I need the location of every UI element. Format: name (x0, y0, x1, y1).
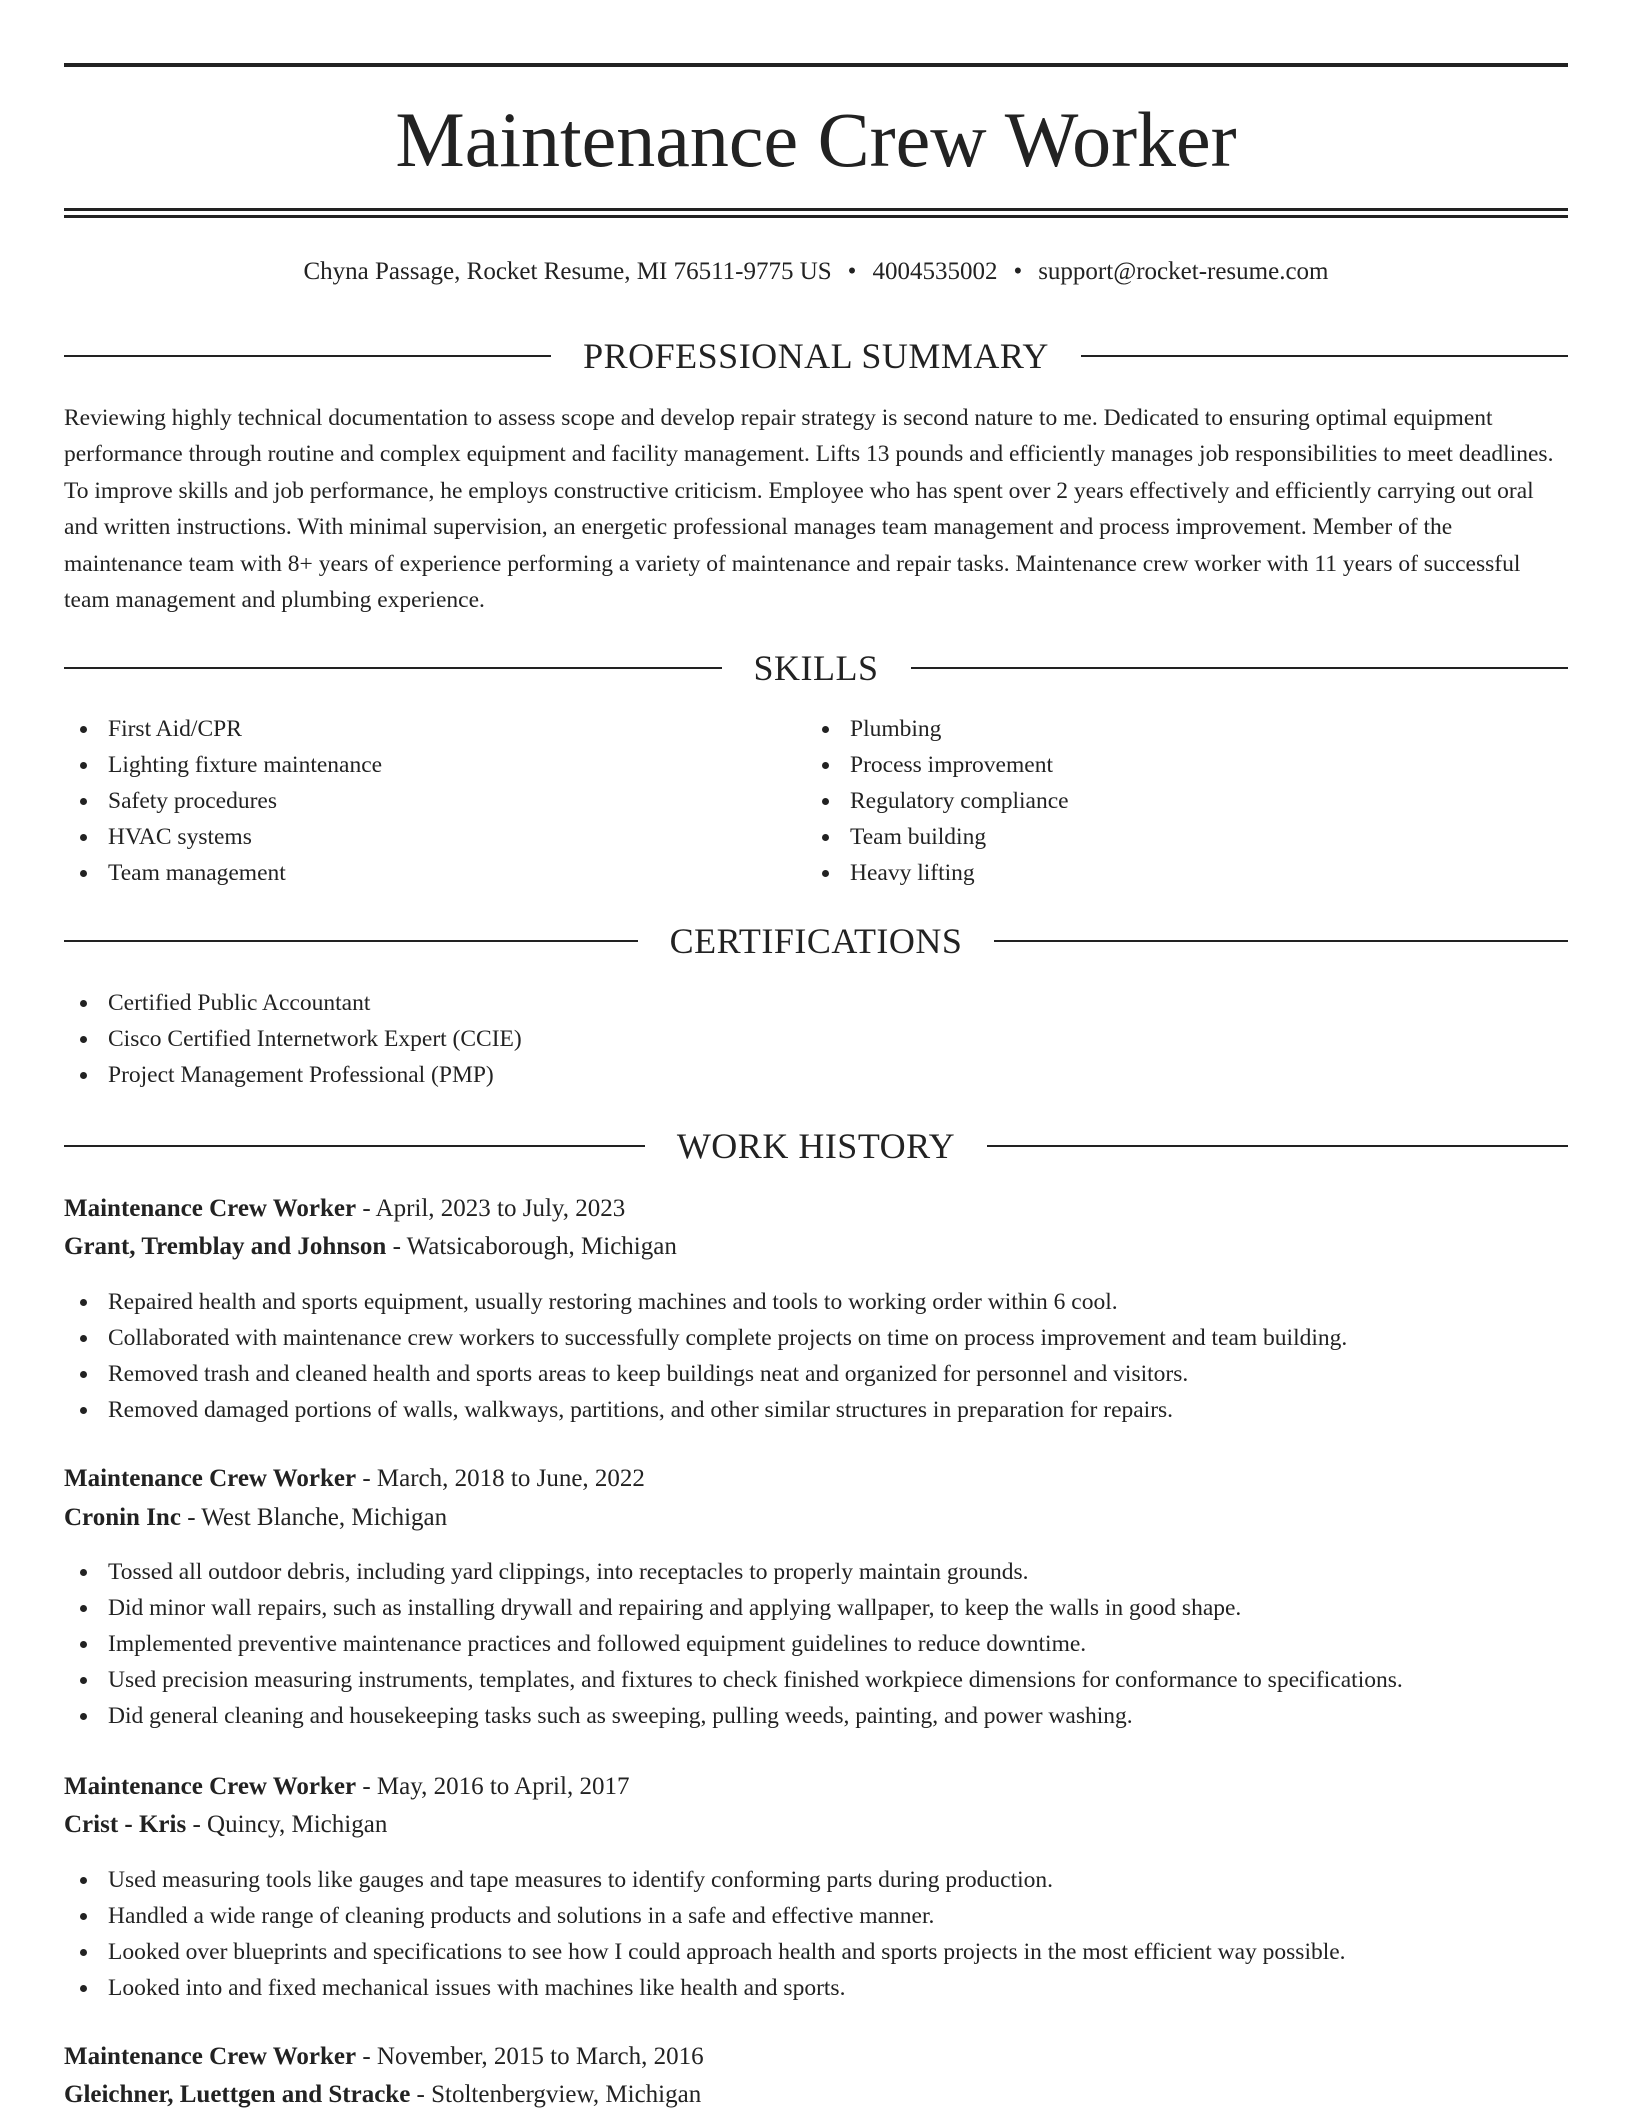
heading-rule (987, 1145, 1568, 1147)
heading-rule (64, 1145, 645, 1147)
job-bullet: Looked over blueprints and specifications to see how I could approach health and sports projects in the most efficient way possible. (64, 1934, 1346, 1970)
job-dates: - April, 2023 to July, 2023 (356, 1195, 626, 1222)
skill-item: Process improvement (806, 747, 1069, 783)
job-title: Maintenance Crew Worker (64, 1195, 357, 1222)
heading-rule (64, 355, 551, 357)
skill-item: Heavy lifting (806, 855, 1069, 891)
job-bullets (64, 1554, 1403, 1734)
job-company-line (64, 2077, 1568, 2113)
certification-item: Cisco Certified Internetwork Expert (CCIE) (64, 1021, 522, 1057)
job-bullet: Looked into and fixed mechanical issues with machines like health and sports. (64, 1970, 1346, 2006)
heading-rule (994, 940, 1568, 942)
contact-email: support@rocket-resume.com (1038, 258, 1329, 285)
summary-heading-label: PROFESSIONAL SUMMARY (583, 336, 1049, 376)
heading-rule (64, 940, 638, 942)
skill-item: Plumbing (806, 711, 1069, 747)
certification-item: Certified Public Accountant (64, 985, 522, 1021)
skill-item: Regulatory compliance (806, 783, 1069, 819)
heading-rule (911, 667, 1569, 669)
certifications-heading (64, 919, 1568, 963)
job-title-line (64, 1191, 1568, 1227)
summary-heading (64, 334, 1568, 378)
job-company-line (64, 1500, 1568, 1536)
job-bullet: Did minor wall repairs, such as installing drywall and repairing and applying wallpaper, to keep the walls in good shape. (64, 1590, 1403, 1626)
skill-item: HVAC systems (64, 819, 382, 855)
job-location: - Stoltenbergview, Michigan (410, 2081, 702, 2108)
job-company: Gleichner, Luettgen and Stracke (64, 2081, 411, 2108)
resume-title: Maintenance Crew Worker (395, 96, 1237, 183)
skill-item: Team building (806, 819, 1069, 855)
job-title-line (64, 1769, 1568, 1805)
job-company: Grant, Tremblay and Johnson (64, 1233, 387, 1260)
job-bullet: Repaired health and sports equipment, usually restoring machines and tools to working order within 6 cool. (64, 1284, 1347, 1320)
job-title: Maintenance Crew Worker (64, 2043, 357, 2070)
job-bullet: Removed trash and cleaned health and sports areas to keep buildings neat and organized for personnel and visitors. (64, 1356, 1347, 1392)
contact-line (64, 254, 1568, 290)
certifications-heading-label: CERTIFICATIONS (669, 921, 963, 961)
skill-item: Lighting fixture maintenance (64, 747, 382, 783)
skill-item: Team management (64, 855, 382, 891)
work-history-heading (64, 1124, 1568, 1168)
job-bullet: Did general cleaning and housekeeping tasks such as sweeping, pulling weeds, painting, and power washing. (64, 1698, 1403, 1734)
skill-item: First Aid/CPR (64, 711, 382, 747)
job-dates: - May, 2016 to April, 2017 (356, 1773, 630, 1800)
work-history-heading-label: WORK HISTORY (676, 1126, 956, 1166)
title-double-rule (64, 208, 1568, 218)
contact-phone: 4004535002 (872, 258, 998, 285)
job-location: - Quincy, Michigan (186, 1811, 388, 1838)
job-dates: - March, 2018 to June, 2022 (356, 1465, 645, 1492)
job-dates: - November, 2015 to March, 2016 (356, 2043, 704, 2070)
job-bullet: Used measuring tools like gauges and tape measures to identify conforming parts during production. (64, 1862, 1346, 1898)
job-bullet: Tossed all outdoor debris, including yard clippings, into receptacles to properly maintain grounds. (64, 1554, 1403, 1590)
contact-separator: • (847, 258, 857, 285)
certification-item: Project Management Professional (PMP) (64, 1057, 522, 1093)
job-company: Crist - Kris (64, 1811, 187, 1838)
job-title-line (64, 2039, 1568, 2075)
summary-text: Reviewing highly technical documentation to assess scope and develop repair strategy is second nature to me. Dedicated to ensuring optimal equipment performance through routine and complex equipment and facility management. Lifts 13 pounds and efficiently manages job responsibilities to meet deadlines. To improve skills and job performance, he employs constructive criticism. Employee who has spent over 2 years effectively and efficiently carrying out oral and written instructions. With minimal supervision, an energetic professional manages team management and process improvement. Member of the maintenance team with 8+ years of experience performing a variety of maintenance and repair tasks. Maintenance crew worker with 11 years of successful team management and plumbing experience. (64, 405, 1554, 614)
job-bullet: Used precision measuring instruments, templates, and fixtures to check finished workpiece dimensions for conformance to specifications. (64, 1662, 1403, 1698)
job-title-line (64, 1461, 1568, 1497)
skills-list-right (806, 711, 1069, 891)
job-bullets (64, 1284, 1347, 1428)
job-bullet: Removed damaged portions of walls, walkways, partitions, and other similar structures in preparation for repairs. (64, 1392, 1347, 1428)
job-title: Maintenance Crew Worker (64, 1465, 357, 1492)
skills-heading-label: SKILLS (753, 648, 879, 688)
job-bullet: Collaborated with maintenance crew workers to successfully complete projects on time on process improvement and team building. (64, 1320, 1347, 1356)
job-company-line (64, 1229, 1568, 1265)
skills-list-left (64, 711, 382, 891)
job-location: - Watsicaborough, Michigan (386, 1233, 677, 1260)
job-bullet: Implemented preventive maintenance practices and followed equipment guidelines to reduce downtime. (64, 1626, 1403, 1662)
job-company: Cronin Inc (64, 1504, 181, 1531)
job-bullets (64, 1862, 1346, 2006)
contact-address: Chyna Passage, Rocket Resume, MI 76511-9775 US (303, 258, 832, 285)
heading-rule (64, 667, 722, 669)
contact-separator: • (1013, 258, 1023, 285)
job-company-line (64, 1807, 1568, 1843)
job-title: Maintenance Crew Worker (64, 1773, 357, 1800)
heading-rule (1081, 355, 1568, 357)
top-rule (64, 63, 1568, 67)
certifications-list (64, 985, 522, 1093)
job-bullet: Handled a wide range of cleaning products and solutions in a safe and effective manner. (64, 1898, 1346, 1934)
skill-item: Safety procedures (64, 783, 382, 819)
job-location: - West Blanche, Michigan (180, 1504, 448, 1531)
skills-heading (64, 646, 1568, 690)
